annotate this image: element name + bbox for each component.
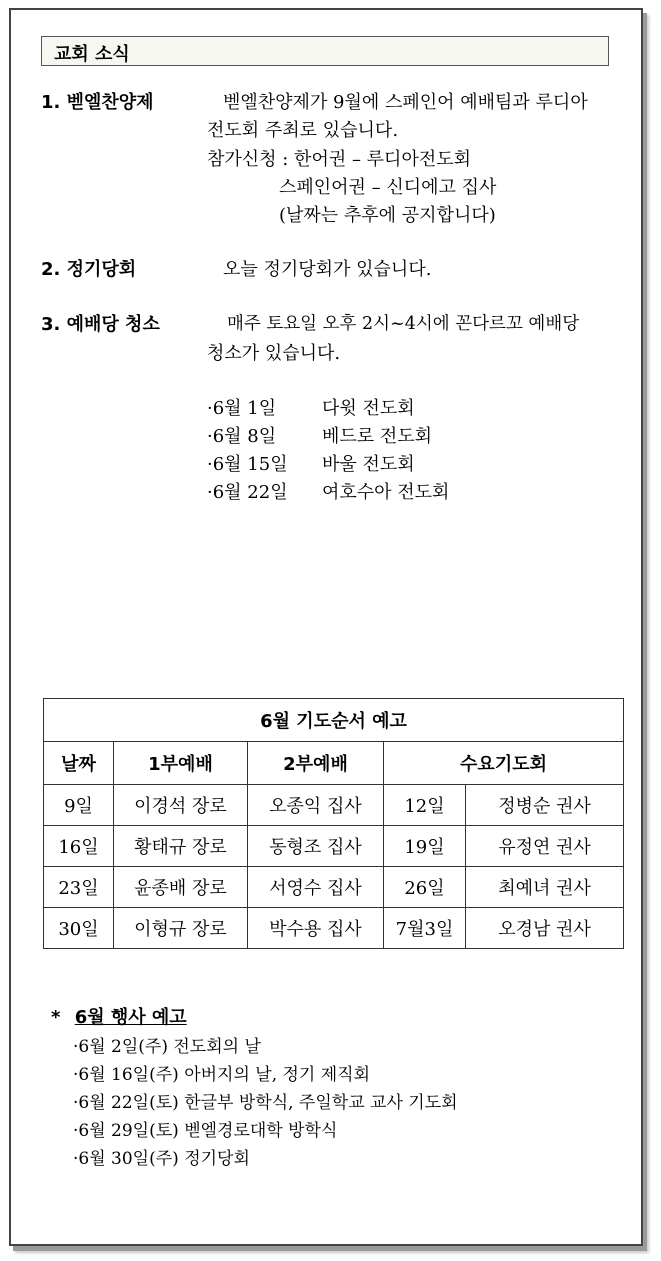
schedule-date: ·6월 22일: [207, 482, 288, 503]
notice-2-title: 2. 정기당회: [41, 259, 137, 280]
schedule-group: 베드로 전도회: [322, 426, 433, 447]
table-cell: 황태규 장로: [114, 826, 248, 867]
schedule-group: 여호수아 전도회: [322, 482, 450, 503]
notice-3-line: 매주 토요일 오후 2시~4시에 꼰다르꼬 예배당: [227, 314, 580, 334]
notice-1-line: 전도회 주최로 있습니다.: [207, 120, 399, 141]
table-cell: 30일: [44, 908, 114, 949]
table-cell: 26일: [384, 867, 466, 908]
notice-1-line: 참가신청 : 한어권 – 루디아전도회: [207, 149, 471, 170]
table-row: [44, 908, 624, 949]
table-cell: 서영수 집사: [248, 867, 384, 908]
column-header-wednesday: 수요기도회: [384, 742, 624, 785]
prayer-schedule-table: [43, 698, 624, 949]
table-cell: 동형조 집사: [248, 826, 384, 867]
notice-3-line: 청소가 있습니다.: [207, 343, 341, 364]
table-cell: 유정연 권사: [466, 826, 624, 867]
event-item: ·6월 16일(주) 아버지의 날, 정기 제직회: [73, 1065, 371, 1085]
notice-1-title: 1. 벧엘찬양제: [41, 92, 154, 113]
schedule-date: ·6월 8일: [207, 426, 277, 447]
notice-1-line: (날짜는 추후에 공지합니다): [279, 205, 496, 226]
table-cell: 윤종배 장로: [114, 867, 248, 908]
event-item: ·6월 2일(주) 전도회의 날: [73, 1037, 261, 1057]
table-cell: 정병순 권사: [466, 785, 624, 826]
schedule-group: 바울 전도회: [322, 454, 415, 475]
event-item: ·6월 22일(토) 한글부 방학식, 주일학교 교사 기도회: [73, 1093, 458, 1113]
schedule-date: ·6월 1일: [207, 398, 277, 419]
event-item: ·6월 30일(주) 정기당회: [73, 1149, 250, 1169]
table-cell: 이경석 장로: [114, 785, 248, 826]
asterisk-marker: *: [51, 1007, 61, 1028]
header-title: 교회 소식: [54, 44, 130, 65]
table-cell: 최예녀 권사: [466, 867, 624, 908]
table-cell: 오경남 권사: [466, 908, 624, 949]
table-cell: 9일: [44, 785, 114, 826]
table-cell: 12일: [384, 785, 466, 826]
column-header-date: 날짜: [44, 742, 114, 785]
section-header: [41, 36, 609, 66]
column-header-service-1: 1부예배: [114, 742, 248, 785]
table-row: [44, 785, 624, 826]
prayer-table-title: 6월 기도순서 예고: [44, 699, 624, 742]
bulletin-page: [9, 8, 643, 1246]
table-row: [44, 826, 624, 867]
notice-2-line: 오늘 정기당회가 있습니다.: [223, 259, 432, 280]
schedule-group: 다윗 전도회: [322, 398, 415, 419]
table-cell: 이형규 장로: [114, 908, 248, 949]
table-cell: 19일: [384, 826, 466, 867]
table-cell: 7월3일: [384, 908, 466, 949]
table-cell: 23일: [44, 867, 114, 908]
schedule-date: ·6월 15일: [207, 454, 288, 475]
events-heading: [51, 1003, 187, 1029]
column-header-service-2: 2부예배: [248, 742, 384, 785]
notice-1-line: 벧엘찬양제가 9월에 스페인어 예배팀과 루디아: [223, 92, 588, 113]
event-item: ·6월 29일(토) 벧엘경로대학 방학식: [73, 1121, 338, 1141]
table-cell: 16일: [44, 826, 114, 867]
notice-1-line: 스페인어권 – 신디에고 집사: [279, 177, 497, 198]
events-title: 6월 행사 예고: [74, 1007, 187, 1028]
table-row: [44, 867, 624, 908]
table-cell: 박수용 집사: [248, 908, 384, 949]
notice-3-title: 3. 예배당 청소: [41, 314, 160, 335]
table-cell: 오종익 집사: [248, 785, 384, 826]
